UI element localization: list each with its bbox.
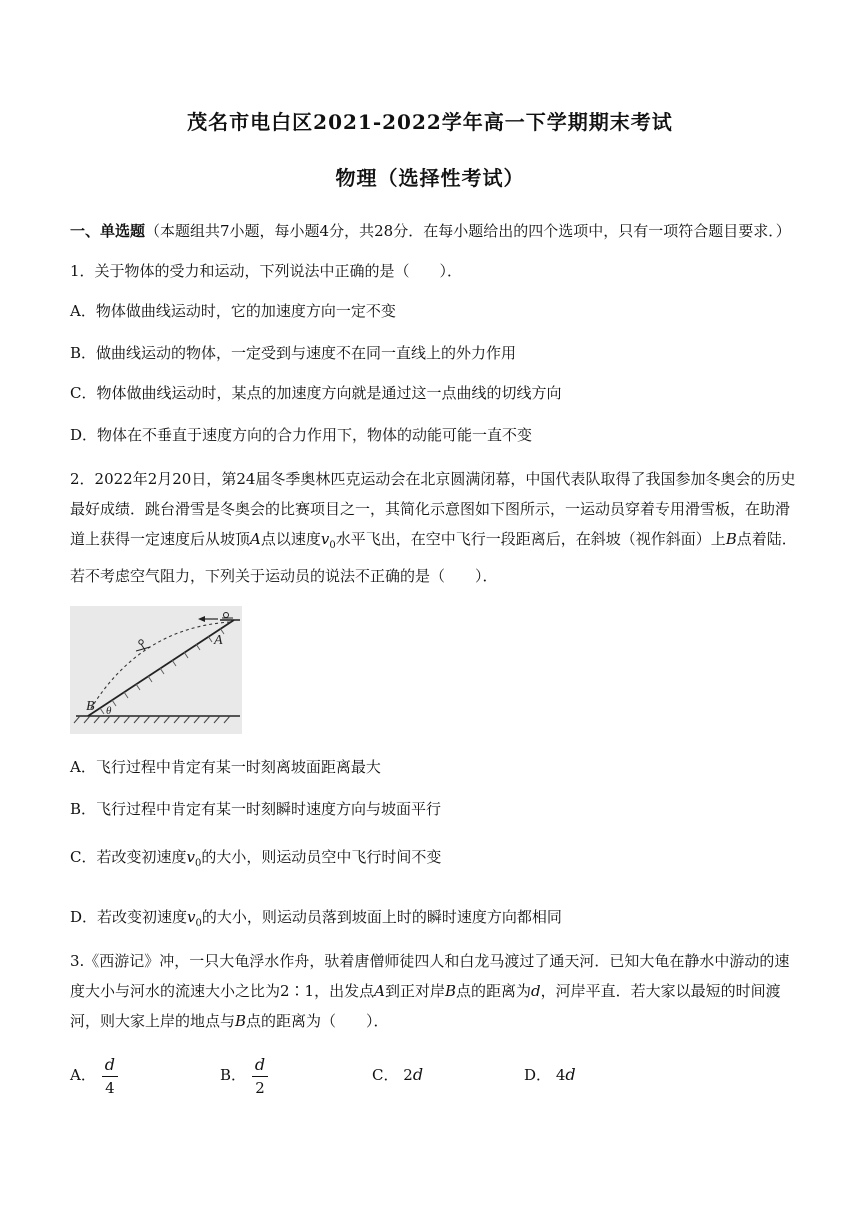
q2-point-a: A [250, 530, 261, 548]
q3-option-a-label: A． [70, 1066, 96, 1084]
q3-option-c-var: d [412, 1065, 424, 1084]
exam-title: 茂名市电白区2021-2022学年高一下学期期末考试 [187, 110, 673, 134]
q3-option-a-fraction [102, 1056, 118, 1097]
q3-option-d [524, 1052, 576, 1098]
q2-option-c-sub: 0 [194, 858, 202, 869]
q2-text-4: 点着陆．若不考虑空气阻力，下列关于运动员的说法不正确的是（ ）． [70, 530, 797, 585]
q2-option-d-sub: 0 [195, 918, 202, 929]
question-1-stem: 1．关于物体的受力和运动，下列说法中正确的是（ ）． [70, 262, 463, 280]
q3-option-b-fraction [252, 1056, 268, 1097]
q3-option-c-coef: 2 [403, 1066, 413, 1084]
q3-point-a: A [374, 982, 385, 1000]
ski-jump-diagram [70, 606, 242, 734]
q3-text-3: 点的距离为 [455, 982, 531, 1000]
question-3-stem [70, 946, 800, 1036]
q2-text-1: 2．2022年2月20日，第24届冬季奥林匹克运动会在北京圆满闭幕，中国代表队取得了我国参加冬奥会的历史最好成绩．跳台滑雪是冬奥会的比赛项目之一，其简化示意图如下图所示，一运动员穿着专用滑雪板，在助滑道上获得一定速度后从坡顶 [70, 470, 796, 548]
q3-option-d-var: d [565, 1065, 576, 1084]
q2-option-d-pre: D．若改变初速度 [70, 908, 188, 926]
q3-text-5: 点的距离为（ ）． [246, 1012, 389, 1030]
q2-option-a: A．飞行过程中肯定有某一时刻离坡面距离最大 [70, 758, 381, 776]
q3-point-b-2: B [235, 1012, 247, 1030]
q3-option-b-numerator: d [254, 1054, 266, 1074]
q3-text-2: 到正对岸 [384, 982, 445, 1000]
q1-option-b: B．做曲线运动的物体，一定受到与速度不在同一直线上的外力作用 [70, 344, 517, 362]
q2-velocity-symbol: v [320, 530, 330, 548]
q3-option-b-denominator: 2 [255, 1078, 265, 1097]
q3-option-c-label: C． [372, 1066, 399, 1084]
q2-option-c-post: 的大小，则运动员空中飞行时间不变 [201, 848, 442, 866]
q3-text-4: ，河岸平直．若大家以最短的时间渡河，则大家上岸的地点与 [70, 982, 781, 1030]
q3-point-b: B [444, 982, 456, 1000]
q2-option-c-v: v [186, 848, 195, 866]
q1-option-c: C．物体做曲线运动时，某点的加速度方向就是通过这一点曲线的切线方向 [70, 384, 562, 402]
q2-velocity-subscript: 0 [329, 540, 336, 551]
exam-subtitle: 物理（选择性考试） [335, 166, 525, 190]
q2-option-c [70, 846, 441, 875]
q2-point-b: B [725, 530, 737, 548]
q2-text-3: 水平飞出，在空中飞行一段距离后，在斜坡（视作斜面）上 [335, 530, 726, 548]
q3-option-b-label: B． [220, 1066, 247, 1084]
q3-option-a-denominator: 4 [105, 1078, 115, 1097]
q2-option-d-v: v [187, 908, 196, 926]
figure-label-theta: θ [106, 705, 112, 717]
q3-option-c [372, 1052, 423, 1098]
q2-option-d [70, 906, 562, 935]
section-note: （本题组共7小题，每小题4分，共28分．在每小题给出的四个选项中，只有一项符合题目要求．） [145, 222, 791, 240]
q1-option-a: A．物体做曲线运动时，它的加速度方向一定不变 [70, 302, 396, 320]
figure-label-b: B [86, 699, 95, 714]
q2-option-b: B．飞行过程中肯定有某一时刻瞬时速度方向与坡面平行 [70, 800, 442, 818]
q2-option-c-pre: C．若改变初速度 [70, 848, 187, 866]
q3-option-a-numerator: d [104, 1054, 115, 1074]
q1-option-d: D．物体在不垂直于速度方向的合力作用下，物体的动能可能一直不变 [70, 426, 533, 444]
section-heading [70, 216, 800, 246]
figure-label-a: A [214, 633, 223, 648]
q3-option-b [220, 1052, 268, 1098]
question-2-stem [70, 464, 800, 591]
q3-option-a [70, 1052, 118, 1098]
q2-option-d-post: 的大小，则运动员落到坡面上时的瞬时速度方向都相同 [201, 908, 562, 926]
q3-option-d-label: D． [524, 1066, 552, 1084]
q2-text-2: 点以速度 [260, 530, 321, 548]
q3-distance-d: d [531, 982, 541, 1000]
section-title: 一、单选题 [70, 222, 146, 240]
q3-text-1: 3.《西游记》冲，一只大龟浮水作舟，驮着唐僧师徒四人和白龙马渡过了通天河．已知大龟在静水中游动的速度大小与河水的流速大小之比为2∶1，出发点 [70, 952, 790, 1000]
q3-option-d-coef: 4 [555, 1066, 566, 1084]
